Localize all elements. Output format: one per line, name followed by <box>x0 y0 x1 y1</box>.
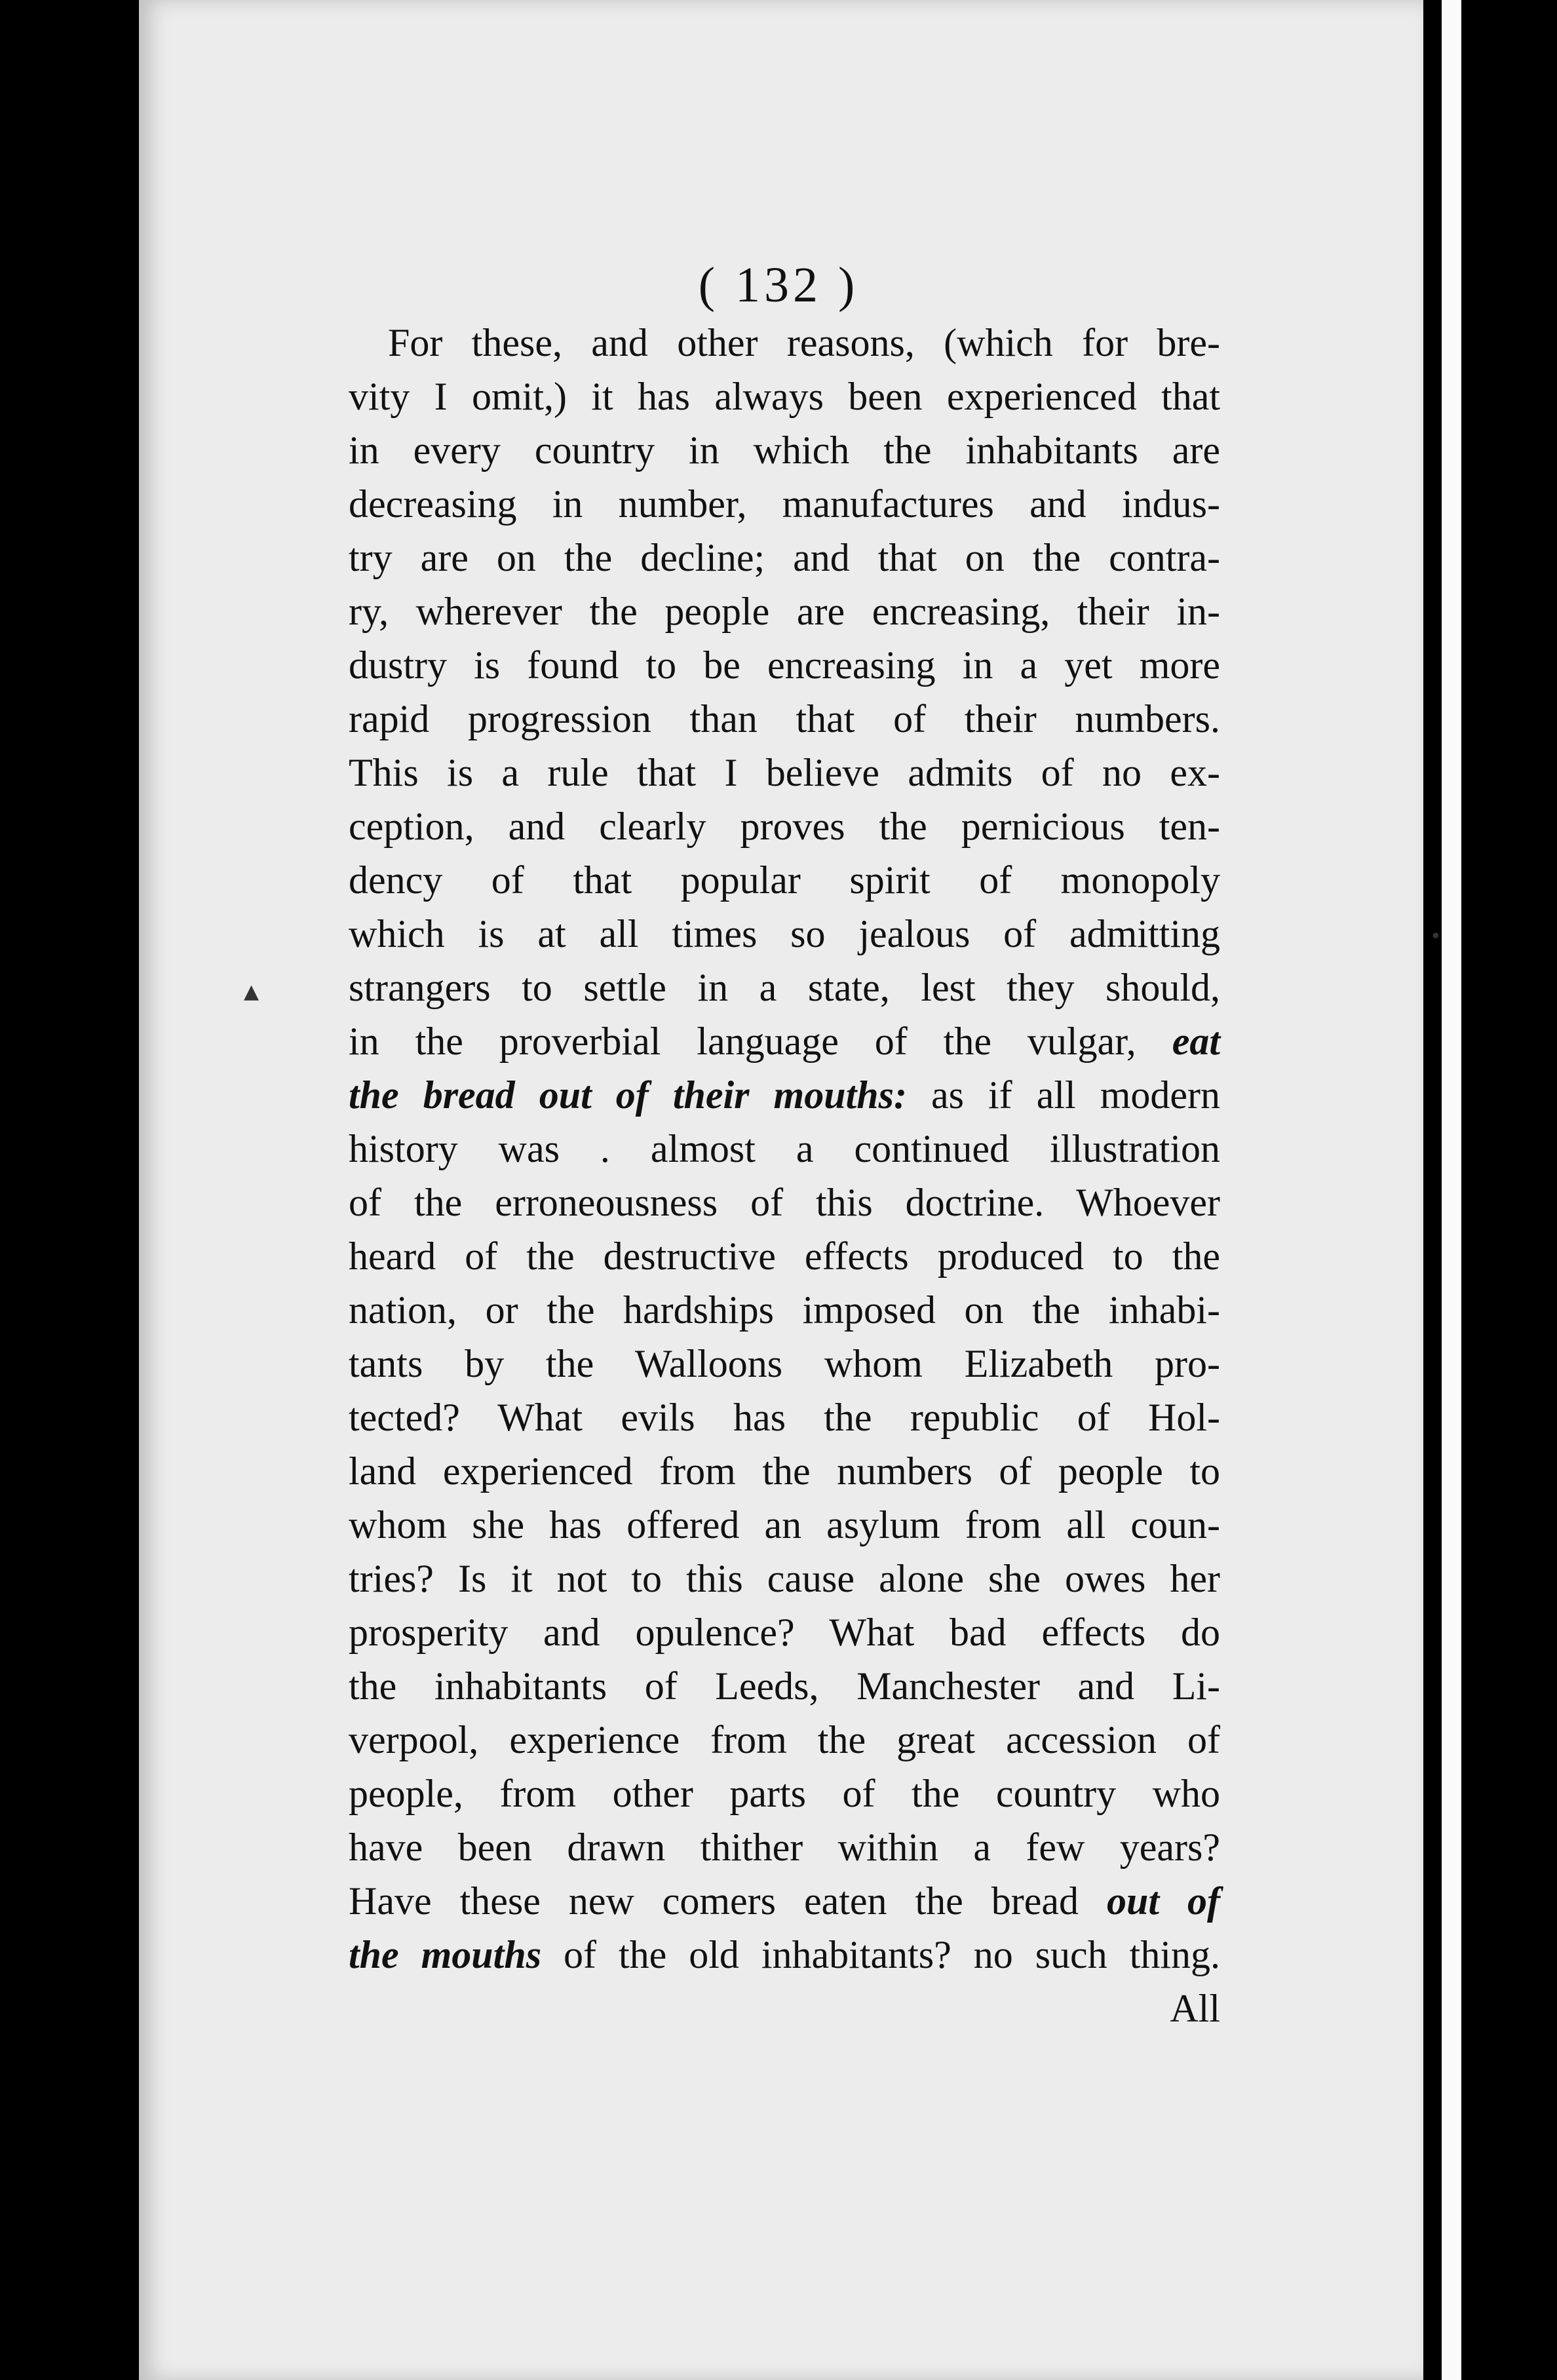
text-line <box>349 585 1220 638</box>
text-run: rapid progression than that of their numbers. <box>349 697 1220 740</box>
text-line <box>349 1928 1220 1982</box>
text-line <box>349 1122 1220 1176</box>
margin-mark: • <box>1430 925 1442 948</box>
text-line <box>349 1767 1220 1820</box>
text-run: tries? Is it not to this cause alone she owes her <box>349 1557 1220 1600</box>
text-run: This is a rule that I believe admits of no ex- <box>349 751 1220 794</box>
text-run: tected? What evils has the republic of Hol- <box>349 1396 1220 1439</box>
text-run: the inhabitants of Leeds, Manchester and Li- <box>349 1664 1220 1708</box>
text-line <box>349 961 1220 1014</box>
text-run: verpool, experience from the great accession of <box>349 1718 1220 1761</box>
text-run: of the erroneousness of this doctrine. Whoever <box>349 1181 1220 1224</box>
text-line <box>349 316 1220 370</box>
text-line <box>349 1552 1220 1605</box>
text-run: in every country in which the inhabitants are <box>349 429 1220 472</box>
text-line <box>349 423 1220 477</box>
text-line <box>349 692 1220 746</box>
italic-run: the bread out of their mouths: <box>349 1073 907 1117</box>
text-run: strangers to settle in a state, lest they should, <box>349 966 1220 1009</box>
text-run: dency of that popular spirit of monopoly <box>349 858 1220 902</box>
next-page-edge <box>1442 0 1461 2380</box>
text-line <box>349 1176 1220 1229</box>
text-line <box>349 1713 1220 1767</box>
text-line <box>349 1014 1220 1068</box>
text-run: try are on the decline; and that on the contra- <box>349 536 1220 579</box>
text-line <box>349 853 1220 907</box>
text-run: tants by the Walloons whom Elizabeth pro- <box>349 1342 1220 1385</box>
text-line <box>349 1874 1220 1928</box>
text-run: have been drawn thither within a few years? <box>349 1826 1220 1869</box>
text-line <box>349 1605 1220 1659</box>
italic-run: the mouths <box>349 1933 542 1976</box>
italic-run: out of <box>1107 1879 1220 1923</box>
text-line <box>349 1229 1220 1283</box>
text-line <box>349 370 1220 423</box>
text-run: land experienced from the numbers of people to <box>349 1449 1220 1493</box>
text-run: Have these new comers eaten the bread <box>349 1879 1107 1923</box>
margin-mark: ▲ <box>244 980 260 1003</box>
text-line <box>349 531 1220 585</box>
text-run: ry, wherever the people are encreasing, their in- <box>349 590 1220 633</box>
text-run: For these, and other reasons, (which for bre- <box>388 321 1220 364</box>
text-line <box>349 1068 1220 1122</box>
text-run: vity I omit,) it has always been experienced that <box>349 375 1220 418</box>
text-line <box>349 746 1220 799</box>
text-run: decreasing in number, manufactures and indus- <box>349 482 1220 526</box>
text-run: nation, or the hardships imposed on the inhabi- <box>349 1288 1220 1332</box>
text-line <box>349 1820 1220 1874</box>
text-line <box>349 477 1220 531</box>
text-line <box>349 1444 1220 1498</box>
text-line <box>349 638 1220 692</box>
text-run: prosperity and opulence? What bad effects do <box>349 1611 1220 1654</box>
text-line <box>349 1659 1220 1713</box>
page-number: ( 132 ) <box>698 258 859 313</box>
text-run: in the proverbial language of the vulgar, <box>349 1020 1172 1063</box>
text-line <box>349 1337 1220 1391</box>
text-run: ception, and clearly proves the pernicious ten- <box>349 805 1220 848</box>
text-run: heard of the destructive effects produced to the <box>349 1235 1220 1278</box>
text-line <box>349 1982 1220 2035</box>
text-run: dustry is found to be encreasing in a yet more <box>349 643 1220 687</box>
text-run: history was . almost a continued illustration <box>349 1127 1220 1170</box>
body-text <box>349 316 1220 2035</box>
text-line <box>349 1498 1220 1552</box>
text-run: All <box>1170 1987 1220 2030</box>
text-run: people, from other parts of the country who <box>349 1772 1220 1815</box>
text-run: as if all modern <box>906 1073 1220 1117</box>
text-run: whom she has offered an asylum from all coun- <box>349 1503 1220 1546</box>
italic-run: eat <box>1172 1020 1220 1063</box>
text-run: which is at all times so jealous of admitting <box>349 912 1220 955</box>
text-line <box>349 1283 1220 1337</box>
text-run: of the old inhabitants? no such thing. <box>541 1933 1220 1976</box>
text-line <box>349 1391 1220 1444</box>
text-line <box>349 799 1220 853</box>
text-line <box>349 907 1220 961</box>
